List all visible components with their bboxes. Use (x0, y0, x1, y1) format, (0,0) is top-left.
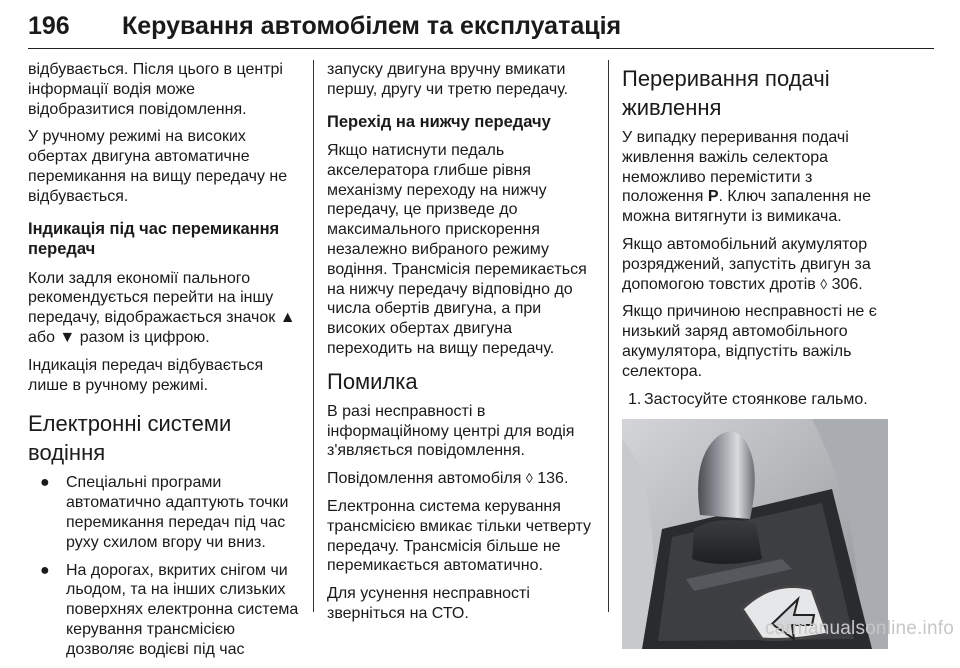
column-divider-1 (313, 60, 314, 612)
bullet-icon: ● (40, 561, 50, 579)
page-number: 196 (28, 12, 70, 40)
gear-selector-photo (622, 419, 888, 649)
paragraph: запуску двигуна вручну вмикати першу, другу чи третю передачу. (327, 61, 569, 98)
column-2 (327, 60, 601, 632)
page-reference[interactable]: 136. (537, 470, 569, 488)
text: разом із цифрою. (79, 328, 210, 346)
text: або (28, 328, 55, 346)
paragraph-reference (327, 469, 601, 489)
section-heading-error: Помилка (327, 368, 418, 394)
bullet-list (28, 473, 300, 659)
list-item (28, 473, 300, 552)
arrow-down-icon: ▼ (59, 328, 76, 346)
text: Коли задля економії пального рекомендується перейти на іншу передачу, відображається значок (28, 269, 276, 327)
paragraph: Індикація передач відбувається лише в ручному режимі. (28, 356, 264, 394)
text: Якщо автомобільний акумулятор розряджений, запустіть двигун за допомогою товстих дротів (622, 235, 871, 293)
page-reference-icon: ◊ (820, 275, 828, 292)
arrow-up-icon: ▲ (279, 309, 296, 327)
step-number: 1. (628, 390, 642, 408)
list-item-text: Спеціальні програми автоматично адаптують точки перемикання передач під час руху схилом вгору чи вниз. (66, 474, 289, 551)
column-3 (622, 60, 892, 649)
section-heading-shift-indication: Індикація під час перемикання передач (28, 219, 280, 259)
text: Повідомлення автомобіля (327, 470, 522, 488)
bullet-icon: ● (40, 474, 50, 492)
numbered-step (622, 390, 892, 410)
paragraph-shift-indication (28, 269, 300, 348)
paragraph: Якщо причиною несправності не є низький заряд автомобільного акумулятора, відпустіть важіль селектора. (622, 303, 877, 380)
paragraph-reference (622, 235, 892, 294)
list-item (28, 561, 300, 660)
text: У випадку переривання подачі живлення важіль селектора неможливо перемістити з положення (622, 129, 849, 206)
page-reference-icon: ◊ (525, 470, 533, 487)
section-heading-power-interruption: Переривання подачі живлення (622, 66, 830, 120)
section-heading-downshift: Перехід на нижчу передачу (327, 112, 551, 131)
step-text: Застосуйте стоянкове гальмо. (644, 390, 868, 408)
page-reference[interactable]: 306. (831, 275, 863, 293)
paragraph: Електронна система керування трансмісією вмикає тільки четверту передачу. Трансмісія більше не перемикається автоматично. (327, 498, 592, 575)
gear-position-p: P (707, 188, 719, 206)
column-divider-2 (608, 60, 609, 612)
page-header (28, 8, 934, 48)
header-rule (28, 48, 934, 49)
watermark: carmanualsonline.info (764, 618, 954, 639)
paragraph: Для усунення несправності зверніться на СТО. (327, 585, 530, 623)
paragraph (622, 128, 892, 227)
paragraph: В разі несправності в інформаційному центрі для водія з'являється повідомлення. (327, 402, 575, 460)
paragraph: У ручному режимі на високих обертах двигуна автоматичне перемикання на вищу передачу не відбувається. (28, 128, 288, 205)
gear-selector-illustration (622, 419, 888, 649)
list-item-text: На дорогах, вкритих снігом чи льодом, та на інших слизьких поверхнях електронна система керування трансмісією дозволяє водієві під час (66, 561, 299, 658)
section-heading-electronic-systems: Електронні системи водіння (28, 411, 232, 466)
paragraph: Якщо натиснути педаль акселератора глибше рівня механізму переходу на нижчу передачу, це призведе до максимального прискорення незалежно вибраного режиму водіння. Трансмісія перемикається на нижчу передачу відповідно до числа обертів двигуна, а при високих обертах двигуна переходить на вищу передачу. (327, 142, 587, 358)
paragraph: відбувається. Після цього в центрі інформації водія може відобразитися повідомлення. (28, 61, 283, 118)
page-title: Керування автомобілем та експлуатація (122, 12, 622, 40)
text: . Ключ запалення не можна витягнути із вимикача. (622, 188, 872, 226)
column-1 (28, 60, 300, 668)
